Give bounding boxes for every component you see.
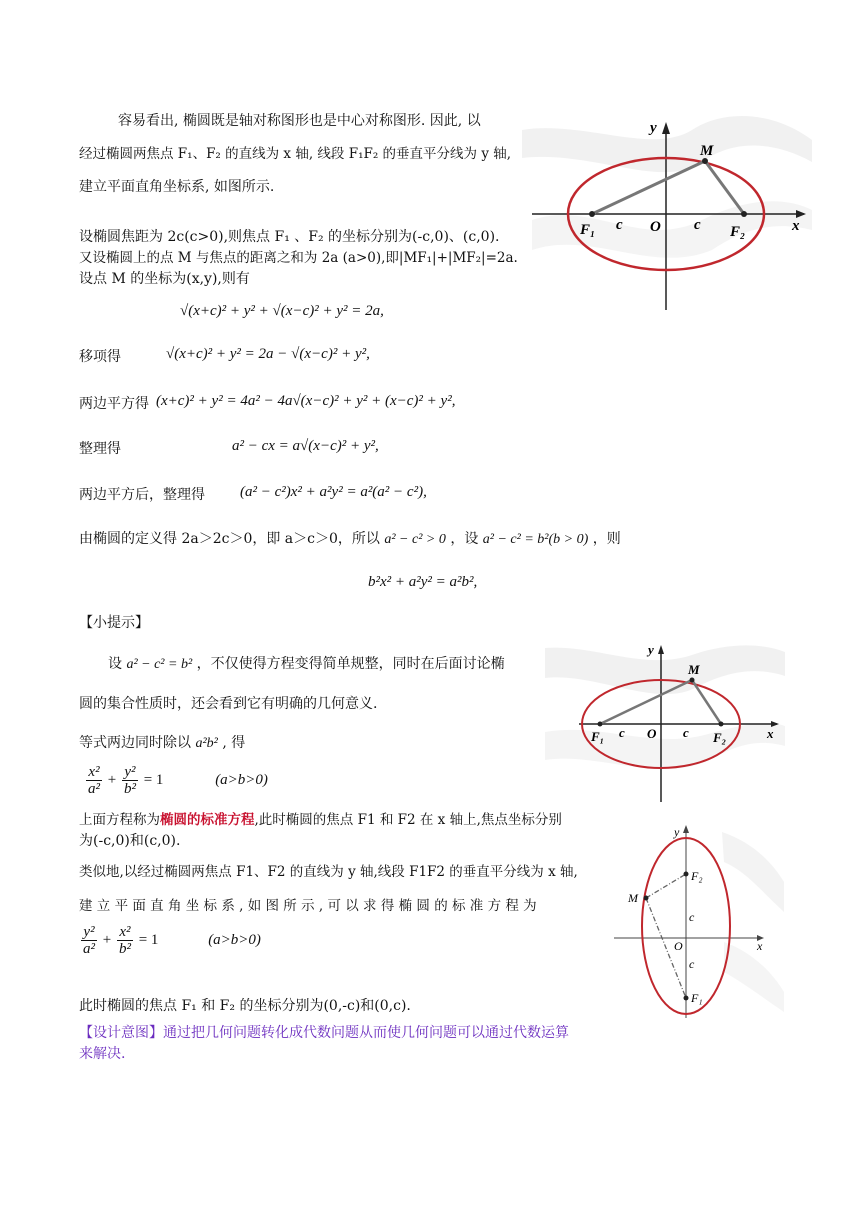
standard-text-line-2: 为(-c,0)和(c,0).: [79, 833, 181, 849]
label-c-right: c: [694, 217, 701, 233]
definition-inequality: a² − c² > 0: [384, 532, 446, 547]
label-x: x: [767, 726, 774, 741]
segment-mf2: [692, 680, 721, 724]
step-simplify-label: 整理得: [79, 441, 121, 457]
step-move-label: 移项得: [79, 349, 121, 365]
fraction-x2-b2: $\frac{\text{x²}}{\text{b²}}$: [118, 924, 131, 957]
step-square-equation: (x+c)² + y² = 4a² − 4a√(x−c)² + y² + (x−c)² + y²,: [156, 393, 456, 409]
label-x: x: [757, 939, 763, 953]
label-x: x: [792, 218, 800, 234]
similar-line-2: 建 立 平 面 直 角 坐 标 系 , 如 图 所 示 , 可 以 求 得 椭 圆 的 标 准 方 程 为: [79, 898, 537, 914]
tip-line-1: [108, 654, 505, 675]
shaded-band: [522, 116, 812, 258]
shaded-band: [545, 645, 785, 769]
tip-text-c: ，不仅使得方程变得简单规整，同时在后面讨论椭: [196, 656, 505, 672]
label-f2: F₂: [730, 224, 746, 240]
foci-y-line: 此时椭圆的焦点 F₁ 和 F₂ 的坐标分别为(0,-c)和(0,c).: [79, 998, 411, 1014]
divide-line: [79, 733, 245, 754]
tip-equation: a² − c² = b²: [126, 657, 193, 672]
label-f2: F₂: [691, 869, 703, 883]
design-intent-line-1: 【设计意图】通过把几何问题转化成代数问题从而使几何问题可以通过代数运算: [79, 1025, 569, 1041]
fraction-y2-b2: $\frac{\text{y²}}{\text{b²}}$: [123, 764, 136, 797]
point-f1: [684, 996, 689, 1001]
label-f1: F₁: [691, 991, 703, 1005]
intro-line-3: 建立平面直角坐标系, 如图所示.: [79, 179, 275, 195]
step-simplify-equation: a² − cx = a√(x−c)² + y²,: [232, 438, 379, 454]
tip-header: 【小提示】: [79, 615, 149, 631]
point-f1: [598, 722, 603, 727]
equation-1: √(x+c)² + y² + √(x−c)² + y² = 2a,: [180, 303, 384, 319]
label-y: y: [648, 642, 654, 657]
step-move-equation: √(x+c)² + y² = 2a − √(x−c)² + y²,: [166, 346, 370, 362]
point-m: [644, 896, 649, 901]
divide-text-c: , 得: [222, 735, 246, 751]
label-y: y: [650, 120, 657, 136]
intro-line-2: 经过椭圆两焦点 F₁、F₂ 的直线为 x 轴, 线段 F₁F₂ 的垂直平分线为 y 轴,: [79, 146, 512, 162]
definition-text-a: 由椭圆的定义得 2a＞2c＞0，即 a＞c＞0，所以: [79, 531, 380, 547]
point-f1: [589, 211, 595, 217]
standard-equation-1: $\frac{\text{x²}}{\text{a²}}$ + $\frac{\text{y²}}{\text{b²}}$ = 1 (a>b>0): [88, 764, 268, 797]
ellipse-figure-2: [545, 642, 785, 804]
segment-mf2: [646, 874, 686, 898]
ellipse-figure-3: [612, 822, 784, 1018]
label-c-up: c: [689, 910, 695, 924]
standard-equation-2: $\frac{\text{y²}}{\text{a²}}$ + $\frac{\text{x²}}{\text{b²}}$ = 1 (a>b>0): [83, 924, 261, 957]
divide-term: a²b²: [195, 736, 218, 751]
equation-b: b²x² + a²y² = a²b²,: [368, 574, 478, 590]
label-c-down: c: [689, 957, 695, 971]
shaded-band: [722, 832, 784, 1012]
step-square2-equation: (a² − c²)x² + a²y² = a²(a² − c²),: [240, 484, 427, 500]
label-f1: F₁: [591, 729, 605, 744]
label-c-left: c: [616, 217, 623, 233]
label-f2: F₂: [713, 730, 727, 745]
divide-text-a: 等式两边同时除以: [79, 735, 191, 751]
label-f1: F₁: [580, 222, 596, 238]
label-o: O: [647, 726, 657, 741]
focal-line-3: 设点 M 的坐标为(x,y),则有: [79, 271, 250, 287]
label-m: M: [628, 891, 638, 905]
standard-equation-1-condition: (a>b>0): [215, 771, 268, 788]
standard-text-b: ,此时椭圆的焦点 F1 和 F2 在 x 轴上,焦点坐标分别: [254, 812, 562, 828]
standard-equation-term: 椭圆的标准方程: [160, 812, 255, 828]
point-m: [690, 678, 695, 683]
similar-line-1: 类似地,以经过椭圆两焦点 F1、F2 的直线为 y 轴,线段 F1F2 的垂直平分线为 x 轴,: [79, 864, 578, 880]
point-f2: [719, 722, 724, 727]
point-f2: [741, 211, 747, 217]
label-o: O: [674, 939, 683, 953]
definition-line: [79, 529, 621, 550]
fraction-y2-a2: $\frac{\text{y²}}{\text{a²}}$: [83, 924, 95, 957]
ellipse-figure-1: [522, 100, 812, 315]
focal-line-2: 又设椭圆上的点 M 与焦点的距离之和为 2a (a>0),即|MF₁|+|MF₂|=2a.: [79, 250, 518, 266]
label-m: M: [688, 662, 700, 677]
design-intent-line-2: 来解决.: [79, 1046, 126, 1062]
point-f2: [684, 872, 689, 877]
label-y: y: [674, 825, 680, 839]
label-m: M: [700, 143, 714, 159]
label-o: O: [650, 219, 661, 235]
standard-text-line-1: [79, 810, 562, 830]
label-c-left: c: [619, 725, 625, 740]
definition-substitution: a² − c² = b²(b > 0): [482, 532, 589, 547]
fraction-x2-a2: $\frac{\text{x²}}{\text{a²}}$: [88, 764, 100, 797]
intro-line-1: 容易看出, 椭圆既是轴对称图形也是中心对称图形. 因此, 以: [118, 113, 481, 129]
definition-text-c: ，设: [450, 531, 479, 547]
step-square2-label: 两边平方后，整理得: [79, 487, 205, 503]
tip-text-a: 设: [108, 656, 122, 672]
standard-equation-2-condition: (a>b>0): [208, 931, 261, 948]
definition-text-e: ，则: [592, 531, 621, 547]
step-square-label: 两边平方得: [79, 396, 149, 412]
tip-line-2: 圆的集合性质时，还会看到它有明确的几何意义.: [79, 696, 378, 712]
focal-line-1: 设椭圆焦距为 2c(c>0),则焦点 F₁ 、F₂ 的坐标分别为(-c,0)、(c,0).: [79, 229, 500, 245]
standard-text-a: 上面方程称为: [79, 812, 160, 828]
label-c-right: c: [683, 725, 689, 740]
